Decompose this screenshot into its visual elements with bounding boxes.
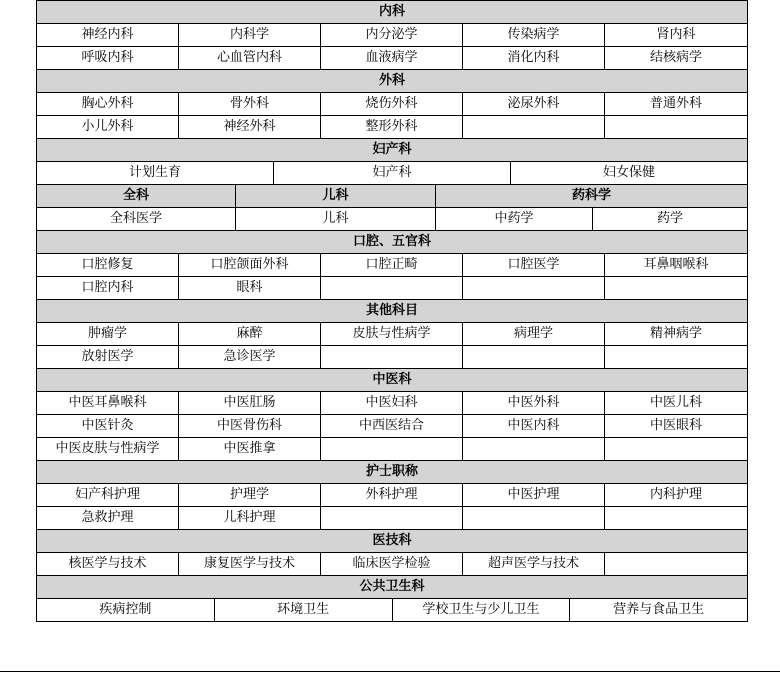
table-row [37,116,747,139]
section-block [37,576,747,622]
subject-cell: 药科学 [571,188,611,203]
subject-cell: 骨外科 [179,93,321,115]
subject-cell: 口腔医学 [463,254,605,276]
subject-cell: 护理学 [179,484,321,506]
table-row [37,47,747,70]
subject-cell: 外科护理 [321,484,463,506]
section-header: 中医科 [37,369,747,392]
subject-cell: 眼科 [179,277,321,299]
subject-cell: 泌尿外科 [463,93,605,115]
subject-cell: 环境卫生 [215,599,393,621]
subject-cell: 中医皮肤与性病学 [37,438,179,460]
table-row [37,346,747,369]
section-header: 医技科 [37,530,747,553]
table-header-row [37,185,747,208]
subject-cell: 中西医结合 [321,415,463,437]
subject-cell: 内科学 [179,24,321,46]
subject-cell: 全科医学 [37,208,236,230]
empty-cell [463,438,605,460]
section-block [37,300,747,369]
subject-cell: 肿瘤学 [37,323,179,345]
subject-cell: 中医骨伤科 [179,415,321,437]
page-divider [0,671,780,672]
section-block [37,369,747,461]
empty-cell [463,346,605,368]
subject-cell: 整形外科 [321,116,463,138]
subject-cell: 内分泌学 [321,24,463,46]
empty-cell [321,438,463,460]
table-row [37,484,747,507]
subject-cell: 血液病学 [321,47,463,69]
section-header: 妇产科 [37,139,747,162]
table-row [37,392,747,415]
subject-cell: 口腔颌面外科 [179,254,321,276]
subject-cell: 中医儿科 [649,395,702,410]
empty-cell [605,553,747,575]
empty-cell [321,277,463,299]
section-block [37,0,747,70]
table-row [37,438,747,461]
subject-cell: 病理学 [463,323,605,345]
table-row [37,93,747,116]
table-row [37,507,747,530]
subject-cell: 口腔修复 [37,254,179,276]
section-block [37,139,747,185]
subject-cell: 儿科 [236,185,436,207]
section-block [37,231,747,300]
table-row [37,415,747,438]
subject-cell: 计划生育 [37,162,274,184]
subject-cell: 急诊医学 [179,346,321,368]
table-row [37,24,747,47]
subject-cell: 耳鼻咽喉科 [643,257,709,272]
section-header: 其他科目 [37,300,747,323]
table-row [37,162,747,185]
subject-cell: 妇产科 [274,162,511,184]
table-row [37,208,747,231]
subject-cell: 皮肤与性病学 [321,323,463,345]
subject-cell: 麻醉 [179,323,321,345]
subject-cell: 中医眼科 [649,418,702,433]
table-row [37,553,747,576]
subject-cell: 神经内科 [37,24,179,46]
subject-cell: 中医护理 [463,484,605,506]
subject-cell: 康复医学与技术 [179,553,321,575]
empty-cell [605,507,747,529]
subject-cell: 中医外科 [463,392,605,414]
subject-cell: 普通外科 [649,96,702,111]
empty-cell [605,346,747,368]
subject-cell: 儿科护理 [179,507,321,529]
empty-cell [463,277,605,299]
subject-cell: 中医推拿 [179,438,321,460]
section-block [37,461,747,530]
subject-cell: 超声医学与技术 [463,553,605,575]
section-block [37,185,747,231]
subject-cell: 小儿外科 [37,116,179,138]
subject-cell: 肾内科 [656,27,696,42]
section-header: 护士职称 [37,461,747,484]
subject-cell: 心血管内科 [179,47,321,69]
empty-cell [463,116,605,138]
subject-cell: 精神病学 [649,326,702,341]
subject-cell: 中医针灸 [37,415,179,437]
subject-cell: 儿科 [236,208,436,230]
empty-cell [321,346,463,368]
subject-cell: 临床医学检验 [321,553,463,575]
table-row [37,323,747,346]
subject-cell: 烧伤外科 [321,93,463,115]
section-header: 口腔、五官科 [37,231,747,254]
subject-cell: 消化内科 [463,47,605,69]
empty-cell [605,116,747,138]
section-header: 公共卫生科 [37,576,747,599]
subject-cell: 放射医学 [37,346,179,368]
empty-cell [605,277,747,299]
subject-cell: 药学 [656,211,683,226]
empty-cell [463,507,605,529]
subject-table [36,0,748,622]
section-header: 内科 [37,0,747,24]
empty-cell [605,438,747,460]
subject-cell: 急救护理 [37,507,179,529]
subject-cell: 疾病控制 [37,599,215,621]
subject-cell: 中医内科 [463,415,605,437]
section-block [37,530,747,576]
subject-cell: 结核病学 [649,50,702,65]
table-row [37,599,747,622]
subject-cell: 内科护理 [649,487,702,502]
subject-cell: 口腔正畸 [321,254,463,276]
subject-cell: 呼吸内科 [37,47,179,69]
subject-cell: 中药学 [436,208,593,230]
table-row [37,277,747,300]
subject-cell: 胸心外科 [37,93,179,115]
subject-cell: 口腔内科 [37,277,179,299]
subject-cell: 中医耳鼻喉科 [37,392,179,414]
section-header: 外科 [37,70,747,93]
empty-cell [321,507,463,529]
section-block [37,70,747,139]
subject-cell: 中医肛肠 [179,392,321,414]
subject-cell: 妇产科护理 [37,484,179,506]
subject-cell: 妇女保健 [602,165,655,180]
subject-cell: 中医妇科 [321,392,463,414]
subject-cell: 全科 [37,185,236,207]
subject-cell: 核医学与技术 [37,553,179,575]
subject-cell: 营养与食品卫生 [613,602,705,617]
table-row [37,254,747,277]
subject-cell: 传染病学 [463,24,605,46]
subject-cell: 学校卫生与少儿卫生 [393,599,571,621]
subject-cell: 神经外科 [179,116,321,138]
